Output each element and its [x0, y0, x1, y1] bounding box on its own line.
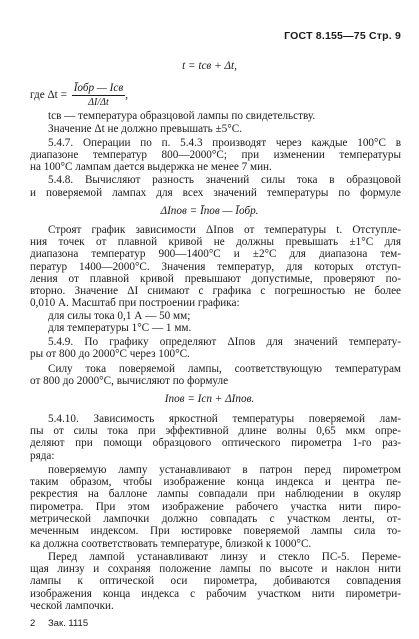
- text-line: Значение Δt не должно превышать ±5°С.: [48, 123, 243, 136]
- text-line: ления от плавной кривой превышают допустимые, проверяют по-: [30, 272, 401, 285]
- text-line: деляют при помощи образцового оптического пирометра 1-го раз-: [30, 437, 401, 450]
- text-line: метрической лампочки должно совпадать с участком ленты, от-: [30, 513, 401, 525]
- text-line: Перед лампой устанавливают линзу и стекло ПС-5. Переме-: [48, 550, 401, 563]
- formula-delta-t-tail: ,: [125, 88, 128, 101]
- text-line: диапазоне температур 800—2000°С; при изменении температуры: [30, 148, 401, 161]
- text-line: ния точек от плавной кривой не должны превышать ±1°С для: [30, 235, 401, 248]
- page-header: ГОСТ 8.155—75 Стр. 9: [284, 30, 401, 42]
- text-line: для силы тока 0,1 А — 50 мм;: [48, 309, 191, 322]
- text-line: вторно. Значение ΔI снимают с графика с погрешностью не более: [30, 285, 401, 298]
- text-line: щая линзу и сохраняя положение лампы по высоте и наклон нити: [30, 563, 401, 576]
- page-footer: [30, 618, 98, 629]
- text-line: рекрестия на баллоне лампы совпадали при наблюдении в окуляр: [30, 488, 401, 501]
- text-line: лампы к оптической оси пирометра, добиваются совпадения: [30, 575, 401, 588]
- formula-fraction: [72, 82, 125, 109]
- text-line: пы от силы тока при эффективной длине волны 0,65 мкм опре-: [30, 425, 401, 437]
- text-line: и поверяемой лампах для всех значений температуры по формуле: [30, 186, 401, 199]
- fraction-denominator: ΔI/Δt: [88, 96, 109, 108]
- text-line: ры от 800 до 2000°С через 100°С.: [30, 348, 190, 361]
- fraction-numerator: Īобр — Iсв: [73, 81, 124, 94]
- text-line: 5.4.9. По графику определяют ΔIпов для значений температу-: [48, 336, 401, 349]
- text-line: 5.4.8. Вычисляют разность значений силы тока в образцовой: [48, 174, 401, 187]
- formula-t: t = tсв + Δt,: [182, 60, 237, 72]
- text-line: 0,010 А. Масштаб при построении графика:: [30, 297, 240, 310]
- order-number: Зак. 1115: [47, 618, 89, 629]
- page-number: 2: [30, 618, 36, 629]
- text-line: 5.4.7. Операции по п. 5.4.3 производят через каждые 100°С в: [48, 136, 401, 149]
- text-line: ка должна соответствовать температуре, близкой к 1000°С.: [30, 537, 312, 550]
- formula-delta-t-prefix: где Δt =: [30, 88, 67, 101]
- text-line: tсв — температура образцовой лампы по свидетельству.: [48, 110, 316, 123]
- text-line: пирометра. При этом изображение рабочего участка нити пиро-: [30, 500, 401, 513]
- text-line: Строят график зависимости ΔIпов от температуры t. Отступле-: [48, 223, 401, 236]
- text-line: таким образом, чтобы изображение конца индекса и центра пе-: [30, 476, 401, 489]
- text-line: на 100°С лампам дается выдержка не менее 7 мин.: [30, 161, 272, 174]
- text-line: диапазона температур 900—1400°С и ±2°С для диапазона тем-: [30, 248, 401, 261]
- text-line: меченным индексом. При юстировке поверяемой лампы сила то-: [30, 525, 401, 538]
- text-line: Силу тока поверяемой лампы, соответствующую температурам: [48, 362, 401, 375]
- text-line: ператур 1400—2000°С. Значения температур, для которых отступ-: [30, 260, 401, 273]
- formula-delta-t: [30, 82, 401, 109]
- formula-delta-i: ΔIпов = Īпов — Īобр.: [160, 204, 259, 217]
- formula-i-pov: Iпов = Iсп + ΔIпов.: [164, 392, 255, 405]
- text-line: от 800 до 2000°С, вычисляют по формуле: [30, 374, 229, 387]
- text-line: ряда:: [30, 449, 55, 462]
- text-line: 5.4.10. Зависимость яркостной температуры поверяемой лам-: [48, 412, 401, 425]
- text-line: ческой лампочки.: [30, 600, 114, 612]
- text-line: поверяемую лампу устанавливают в патрон перед пирометром: [48, 463, 401, 476]
- text-line: для температуры 1°С — 1 мм.: [48, 322, 192, 334]
- text-line: изображения конца индекса с рабочим участком нити пирометри-: [30, 587, 401, 600]
